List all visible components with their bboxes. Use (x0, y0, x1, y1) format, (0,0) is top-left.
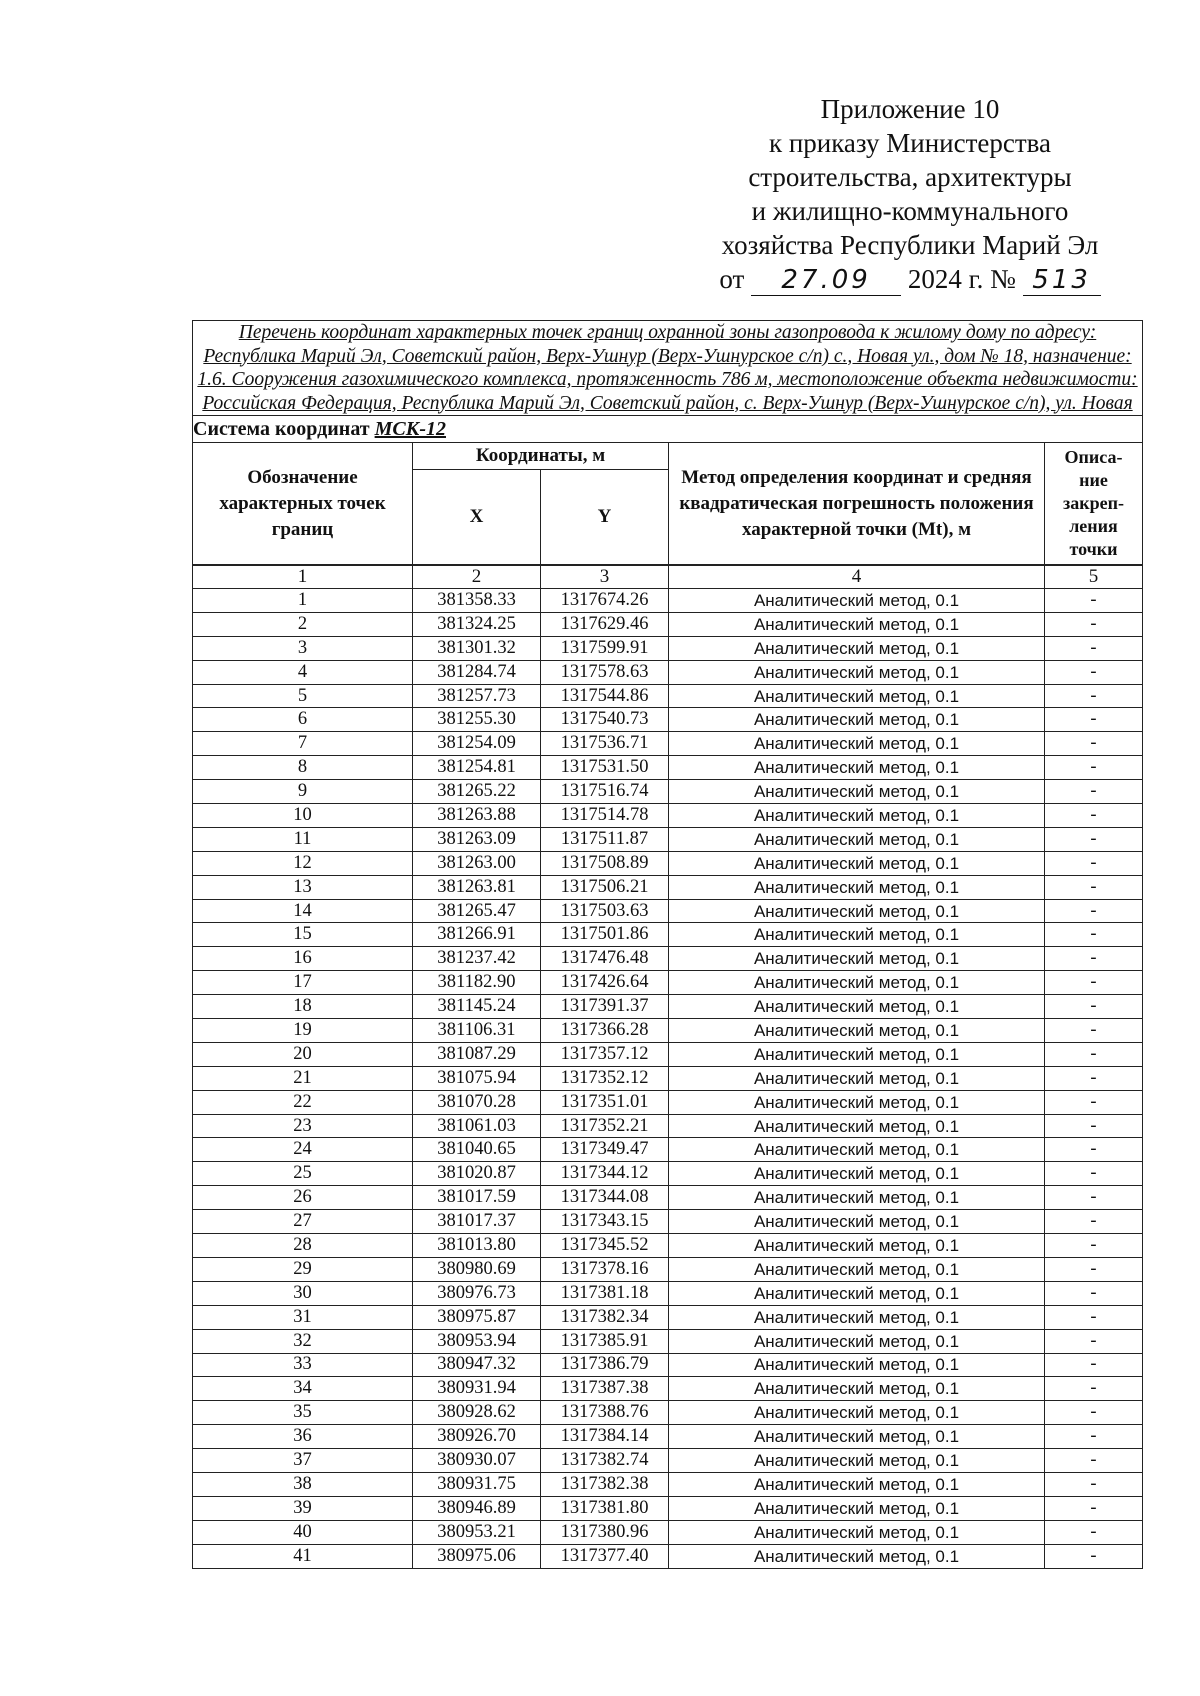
table-row (193, 756, 1143, 780)
description-cell: - (1045, 1305, 1143, 1329)
y-coordinate: 1317536.71 (541, 732, 669, 756)
description-cell: - (1045, 660, 1143, 684)
point-number: 35 (193, 1401, 413, 1425)
y-coordinate: 1317366.28 (541, 1019, 669, 1043)
column-number: 2 (413, 565, 541, 589)
appendix-header (680, 92, 1140, 296)
table-row (193, 1186, 1143, 1210)
x-coordinate: 381070.28 (413, 1090, 541, 1114)
point-number: 10 (193, 804, 413, 828)
x-coordinate: 381013.80 (413, 1234, 541, 1258)
point-number: 23 (193, 1114, 413, 1138)
y-coordinate: 1317578.63 (541, 660, 669, 684)
table-row (193, 1449, 1143, 1473)
point-number: 39 (193, 1496, 413, 1520)
y-coordinate: 1317511.87 (541, 827, 669, 851)
y-coordinate: 1317514.78 (541, 804, 669, 828)
x-coordinate: 381358.33 (413, 589, 541, 613)
method-cell: Аналитический метод, 0.1 (669, 1257, 1045, 1281)
point-number: 26 (193, 1186, 413, 1210)
point-number: 31 (193, 1305, 413, 1329)
point-number: 36 (193, 1425, 413, 1449)
method-cell: Аналитический метод, 0.1 (669, 589, 1045, 613)
description-cell: - (1045, 1042, 1143, 1066)
method-cell: Аналитический метод, 0.1 (669, 851, 1045, 875)
point-number: 24 (193, 1138, 413, 1162)
y-coordinate: 1317386.79 (541, 1353, 669, 1377)
y-coordinate: 1317381.18 (541, 1281, 669, 1305)
description-cell: - (1045, 1066, 1143, 1090)
y-coordinate: 1317352.12 (541, 1066, 669, 1090)
handwritten-order-number: 513 (1023, 265, 1101, 296)
description-cell: - (1045, 1138, 1143, 1162)
description-cell: - (1045, 1329, 1143, 1353)
point-number: 2 (193, 612, 413, 636)
table-row (193, 1329, 1143, 1353)
description-cell: - (1045, 780, 1143, 804)
x-coordinate: 380947.32 (413, 1353, 541, 1377)
method-cell: Аналитический метод, 0.1 (669, 899, 1045, 923)
description-cell: - (1045, 804, 1143, 828)
method-cell: Аналитический метод, 0.1 (669, 1305, 1045, 1329)
y-coordinate: 1317381.80 (541, 1496, 669, 1520)
method-cell: Аналитический метод, 0.1 (669, 1162, 1045, 1186)
point-number: 12 (193, 851, 413, 875)
method-cell: Аналитический метод, 0.1 (669, 636, 1045, 660)
description-cell: - (1045, 1377, 1143, 1401)
point-number: 15 (193, 923, 413, 947)
y-coordinate: 1317426.64 (541, 971, 669, 995)
x-coordinate: 381265.22 (413, 780, 541, 804)
table-row (193, 1377, 1143, 1401)
table-row (193, 660, 1143, 684)
column-number: 1 (193, 565, 413, 589)
method-cell: Аналитический метод, 0.1 (669, 1138, 1045, 1162)
y-coordinate: 1317344.08 (541, 1186, 669, 1210)
y-coordinate: 1317352.21 (541, 1114, 669, 1138)
table-row (193, 1401, 1143, 1425)
point-number: 41 (193, 1544, 413, 1568)
x-coordinate: 381263.88 (413, 804, 541, 828)
description-cell: - (1045, 971, 1143, 995)
x-coordinate: 381265.47 (413, 899, 541, 923)
table-row (193, 1353, 1143, 1377)
point-number: 21 (193, 1066, 413, 1090)
table-row (193, 947, 1143, 971)
method-cell: Аналитический метод, 0.1 (669, 660, 1045, 684)
x-coordinate: 380975.87 (413, 1305, 541, 1329)
x-coordinate: 380930.07 (413, 1449, 541, 1473)
x-coordinate: 381237.42 (413, 947, 541, 971)
method-cell: Аналитический метод, 0.1 (669, 1210, 1045, 1234)
method-cell: Аналитический метод, 0.1 (669, 1377, 1045, 1401)
appendix-line: и жилищно-коммунального (751, 196, 1069, 226)
column-number: 3 (541, 565, 669, 589)
point-number: 22 (193, 1090, 413, 1114)
point-number: 27 (193, 1210, 413, 1234)
point-number: 16 (193, 947, 413, 971)
table-row (193, 1281, 1143, 1305)
y-coordinate: 1317388.76 (541, 1401, 669, 1425)
method-cell: Аналитический метод, 0.1 (669, 1281, 1045, 1305)
description-cell: - (1045, 1449, 1143, 1473)
y-coordinate: 1317385.91 (541, 1329, 669, 1353)
description-cell: - (1045, 589, 1143, 613)
x-coordinate: 381255.30 (413, 708, 541, 732)
table-row (193, 1257, 1143, 1281)
table-row (193, 804, 1143, 828)
x-coordinate: 380953.21 (413, 1520, 541, 1544)
method-cell: Аналитический метод, 0.1 (669, 780, 1045, 804)
point-number: 32 (193, 1329, 413, 1353)
table-row (193, 851, 1143, 875)
description-cell: - (1045, 1162, 1143, 1186)
table-row (193, 899, 1143, 923)
method-cell: Аналитический метод, 0.1 (669, 1496, 1045, 1520)
description-cell: - (1045, 875, 1143, 899)
table-row (193, 923, 1143, 947)
method-cell: Аналитический метод, 0.1 (669, 995, 1045, 1019)
description-cell: - (1045, 851, 1143, 875)
table-row (193, 995, 1143, 1019)
table-row (193, 827, 1143, 851)
y-coordinate: 1317501.86 (541, 923, 669, 947)
method-cell: Аналитический метод, 0.1 (669, 947, 1045, 971)
x-coordinate: 380931.94 (413, 1377, 541, 1401)
description-cell: - (1045, 1520, 1143, 1544)
method-cell: Аналитический метод, 0.1 (669, 1472, 1045, 1496)
method-cell: Аналитический метод, 0.1 (669, 1544, 1045, 1568)
method-cell: Аналитический метод, 0.1 (669, 1401, 1045, 1425)
method-cell: Аналитический метод, 0.1 (669, 971, 1045, 995)
point-number: 4 (193, 660, 413, 684)
point-number: 30 (193, 1281, 413, 1305)
table-row (193, 1066, 1143, 1090)
point-number: 14 (193, 899, 413, 923)
appendix-line: хозяйства Республики Марий Эл (721, 230, 1099, 260)
x-coordinate: 381075.94 (413, 1066, 541, 1090)
method-cell: Аналитический метод, 0.1 (669, 1353, 1045, 1377)
method-cell: Аналитический метод, 0.1 (669, 1329, 1045, 1353)
y-coordinate: 1317476.48 (541, 947, 669, 971)
method-cell: Аналитический метод, 0.1 (669, 684, 1045, 708)
point-number: 17 (193, 971, 413, 995)
description-cell: - (1045, 636, 1143, 660)
y-coordinate: 1317344.12 (541, 1162, 669, 1186)
description-cell: - (1045, 1090, 1143, 1114)
point-number: 5 (193, 684, 413, 708)
description-cell: - (1045, 1257, 1143, 1281)
point-number: 25 (193, 1162, 413, 1186)
method-cell: Аналитический метод, 0.1 (669, 923, 1045, 947)
x-coordinate: 380975.06 (413, 1544, 541, 1568)
table-row (193, 971, 1143, 995)
y-coordinate: 1317503.63 (541, 899, 669, 923)
y-coordinate: 1317377.40 (541, 1544, 669, 1568)
appendix-line: к приказу Министерства (768, 128, 1052, 158)
point-number: 29 (193, 1257, 413, 1281)
y-coordinate: 1317349.47 (541, 1138, 669, 1162)
method-cell: Аналитический метод, 0.1 (669, 827, 1045, 851)
description-cell: - (1045, 1210, 1143, 1234)
column-number: 5 (1045, 565, 1143, 589)
method-cell: Аналитический метод, 0.1 (669, 1042, 1045, 1066)
y-coordinate: 1317516.74 (541, 780, 669, 804)
point-number: 33 (193, 1353, 413, 1377)
y-coordinate: 1317382.38 (541, 1472, 669, 1496)
point-number: 1 (193, 589, 413, 613)
table-row (193, 1496, 1143, 1520)
point-number: 38 (193, 1472, 413, 1496)
table-row (193, 636, 1143, 660)
point-number: 6 (193, 708, 413, 732)
table-row (193, 1019, 1143, 1043)
point-number: 3 (193, 636, 413, 660)
method-cell: Аналитический метод, 0.1 (669, 612, 1045, 636)
description-cell: - (1045, 995, 1143, 1019)
method-cell: Аналитический метод, 0.1 (669, 1090, 1045, 1114)
table-row (193, 1425, 1143, 1449)
method-cell: Аналитический метод, 0.1 (669, 1019, 1045, 1043)
y-coordinate: 1317674.26 (541, 589, 669, 613)
point-number: 40 (193, 1520, 413, 1544)
description-cell: - (1045, 1234, 1143, 1258)
point-number: 13 (193, 875, 413, 899)
header-method: Метод определения координат и средняя квадратическая погрешность положения характерной точки (Mt), м (669, 443, 1045, 566)
point-number: 34 (193, 1377, 413, 1401)
description-cell: - (1045, 1401, 1143, 1425)
x-coordinate: 380976.73 (413, 1281, 541, 1305)
y-coordinate: 1317508.89 (541, 851, 669, 875)
method-cell: Аналитический метод, 0.1 (669, 1066, 1045, 1090)
x-coordinate: 381324.25 (413, 612, 541, 636)
description-cell: - (1045, 708, 1143, 732)
table-row (193, 1472, 1143, 1496)
header-description: Описа-ние закреп-ления точки (1045, 443, 1143, 566)
table-row (193, 1544, 1143, 1568)
point-number: 18 (193, 995, 413, 1019)
table-row (193, 1042, 1143, 1066)
x-coordinate: 380926.70 (413, 1425, 541, 1449)
description-cell: - (1045, 1544, 1143, 1568)
description-cell: - (1045, 1353, 1143, 1377)
order-date-line (680, 262, 1140, 296)
point-number: 28 (193, 1234, 413, 1258)
x-coordinate: 381263.00 (413, 851, 541, 875)
handwritten-date: 27.09 (751, 265, 901, 296)
y-coordinate: 1317380.96 (541, 1520, 669, 1544)
description-cell: - (1045, 732, 1143, 756)
header-y: Y (541, 470, 669, 566)
description-cell: - (1045, 612, 1143, 636)
method-cell: Аналитический метод, 0.1 (669, 804, 1045, 828)
y-coordinate: 1317384.14 (541, 1425, 669, 1449)
y-coordinate: 1317357.12 (541, 1042, 669, 1066)
table-row (193, 1138, 1143, 1162)
x-coordinate: 381145.24 (413, 995, 541, 1019)
x-coordinate: 381254.81 (413, 756, 541, 780)
x-coordinate: 381263.81 (413, 875, 541, 899)
x-coordinate: 380928.62 (413, 1401, 541, 1425)
x-coordinate: 381301.32 (413, 636, 541, 660)
description-cell: - (1045, 1281, 1143, 1305)
coordinate-system-label: Система координат (193, 417, 370, 440)
description-cell: - (1045, 827, 1143, 851)
description-cell: - (1045, 1472, 1143, 1496)
x-coordinate: 380953.94 (413, 1329, 541, 1353)
point-number: 19 (193, 1019, 413, 1043)
y-coordinate: 1317382.74 (541, 1449, 669, 1473)
x-coordinate: 381182.90 (413, 971, 541, 995)
table-row (193, 780, 1143, 804)
point-number: 8 (193, 756, 413, 780)
header-point-designation: Обозначение характерных точек границ (193, 443, 413, 566)
description-cell: - (1045, 1114, 1143, 1138)
x-coordinate: 381020.87 (413, 1162, 541, 1186)
point-number: 9 (193, 780, 413, 804)
y-coordinate: 1317599.91 (541, 636, 669, 660)
y-coordinate: 1317343.15 (541, 1210, 669, 1234)
x-coordinate: 381263.09 (413, 827, 541, 851)
y-coordinate: 1317531.50 (541, 756, 669, 780)
header-x: X (413, 470, 541, 566)
year-label: 2024 г. № (907, 264, 1016, 294)
point-number: 37 (193, 1449, 413, 1473)
point-number: 11 (193, 827, 413, 851)
description-cell: - (1045, 899, 1143, 923)
description-cell: - (1045, 923, 1143, 947)
x-coordinate: 381017.59 (413, 1186, 541, 1210)
x-coordinate: 380980.69 (413, 1257, 541, 1281)
description-cell: - (1045, 1186, 1143, 1210)
y-coordinate: 1317351.01 (541, 1090, 669, 1114)
appendix-line: Приложение 10 (820, 94, 1000, 124)
x-coordinate: 380946.89 (413, 1496, 541, 1520)
method-cell: Аналитический метод, 0.1 (669, 1425, 1045, 1449)
description-cell: - (1045, 1425, 1143, 1449)
from-label: от (719, 264, 745, 294)
y-coordinate: 1317387.38 (541, 1377, 669, 1401)
table-body (193, 589, 1143, 1569)
table-row (193, 1210, 1143, 1234)
method-cell: Аналитический метод, 0.1 (669, 708, 1045, 732)
y-coordinate: 1317506.21 (541, 875, 669, 899)
point-number: 7 (193, 732, 413, 756)
x-coordinate: 381017.37 (413, 1210, 541, 1234)
table-row (193, 708, 1143, 732)
point-number: 20 (193, 1042, 413, 1066)
table-row (193, 732, 1143, 756)
y-coordinate: 1317382.34 (541, 1305, 669, 1329)
x-coordinate: 381061.03 (413, 1114, 541, 1138)
x-coordinate: 381106.31 (413, 1019, 541, 1043)
table-row (193, 1305, 1143, 1329)
method-cell: Аналитический метод, 0.1 (669, 732, 1045, 756)
table-row (193, 1090, 1143, 1114)
table-row (193, 1114, 1143, 1138)
x-coordinate: 380931.75 (413, 1472, 541, 1496)
x-coordinate: 381087.29 (413, 1042, 541, 1066)
description-cell: - (1045, 1496, 1143, 1520)
x-coordinate: 381257.73 (413, 684, 541, 708)
y-coordinate: 1317540.73 (541, 708, 669, 732)
description-cell: - (1045, 1019, 1143, 1043)
table-row (193, 684, 1143, 708)
x-coordinate: 381284.74 (413, 660, 541, 684)
coordinates-table (192, 320, 1143, 1569)
x-coordinate: 381266.91 (413, 923, 541, 947)
method-cell: Аналитический метод, 0.1 (669, 756, 1045, 780)
y-coordinate: 1317345.52 (541, 1234, 669, 1258)
y-coordinate: 1317378.16 (541, 1257, 669, 1281)
table-title: Перечень координат характерных точек границ охранной зоны газопровода к жилому дому по адресу: Республика Марий Эл, Советский район, Верх-Ушнур (Верх-Ушнурское с/п) с., Новая ул., дом № 18, назначение: 1.6. Сооружения газохимического комплекса, протяженность 786 м, местоположение объекта недвижимости: Российская Федерация, Республика Марий Эл, Советский район, с. Верх-Ушнур (Верх-Ушнурское с/п), ул. Новая (193, 321, 1143, 416)
column-number-row (193, 565, 1143, 589)
column-number: 4 (669, 565, 1045, 589)
method-cell: Аналитический метод, 0.1 (669, 1114, 1045, 1138)
table-row (193, 1162, 1143, 1186)
description-cell: - (1045, 947, 1143, 971)
y-coordinate: 1317391.37 (541, 995, 669, 1019)
x-coordinate: 381254.09 (413, 732, 541, 756)
y-coordinate: 1317629.46 (541, 612, 669, 636)
method-cell: Аналитический метод, 0.1 (669, 1234, 1045, 1258)
method-cell: Аналитический метод, 0.1 (669, 1449, 1045, 1473)
table-row (193, 1520, 1143, 1544)
method-cell: Аналитический метод, 0.1 (669, 875, 1045, 899)
method-cell: Аналитический метод, 0.1 (669, 1520, 1045, 1544)
appendix-line: строительства, архитектуры (748, 162, 1072, 192)
coordinate-system (193, 416, 1143, 443)
table-row (193, 612, 1143, 636)
coordinate-system-value: МСК-12 (374, 417, 446, 440)
header-coordinates: Координаты, м (413, 443, 669, 470)
y-coordinate: 1317544.86 (541, 684, 669, 708)
table-row (193, 1234, 1143, 1258)
table-row (193, 875, 1143, 899)
x-coordinate: 381040.65 (413, 1138, 541, 1162)
description-cell: - (1045, 756, 1143, 780)
description-cell: - (1045, 684, 1143, 708)
method-cell: Аналитический метод, 0.1 (669, 1186, 1045, 1210)
table-row (193, 589, 1143, 613)
